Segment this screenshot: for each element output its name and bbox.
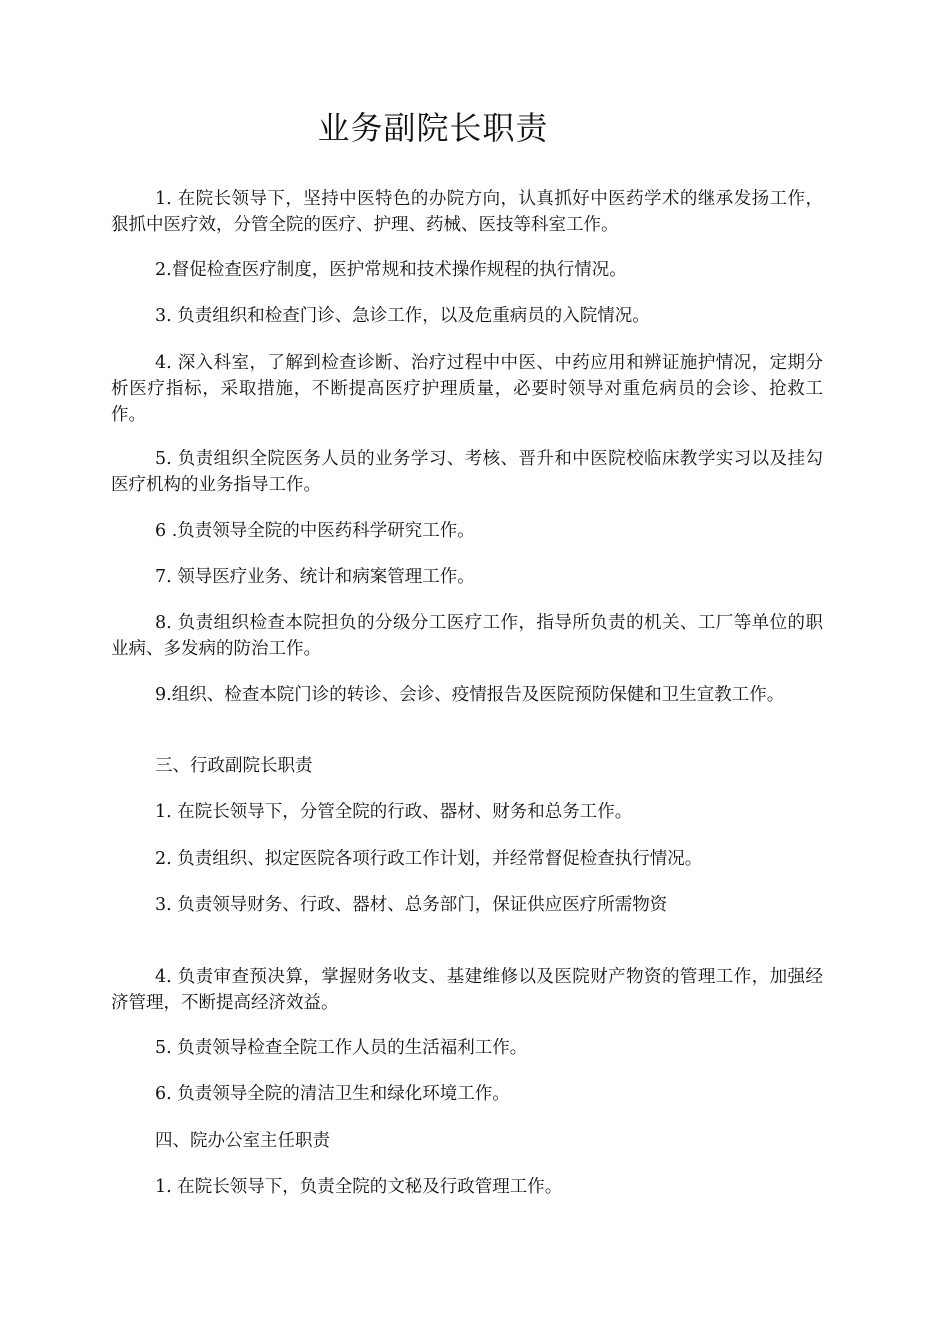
paragraph-3: 3. 负责组织和检查门诊、急诊工作，以及危重病员的入院情况。 <box>155 306 650 326</box>
paragraph-admin-2: 2. 负责组织、拟定医院各项行政工作计划，并经常督促检查执行情况。 <box>155 849 703 869</box>
section-heading-admin-vice-president: 三、行政副院长职责 <box>155 756 313 776</box>
page-title: 业务副院长职责 <box>317 109 549 147</box>
paragraph-2: 2.督促检查医疗制度，医护常规和技术操作规程的执行情况。 <box>155 260 627 280</box>
paragraph-5: 5. 负责组织全院医务人员的业务学习、考核、晋升和中医院校临床教学实习以及挂勾医疗机构的业务指导工作。 <box>111 449 823 495</box>
paragraph-admin-3: 3. 负责领导财务、行政、器材、总务部门，保证供应医疗所需物资 <box>155 895 668 915</box>
paragraph-admin-4: 4. 负责审查预决算，掌握财务收支、基建维修以及医院财产物资的管理工作，加强经济管理，不断提高经济效益。 <box>111 967 823 1013</box>
paragraph-7: 7. 领导医疗业务、统计和病案管理工作。 <box>155 567 475 587</box>
paragraph-admin-6: 6. 负责领导全院的清洁卫生和绿化环境工作。 <box>155 1084 510 1104</box>
paragraph-9: 9.组织、检查本院门诊的转诊、会诊、疫情报告及医院预防保健和卫生宣教工作。 <box>155 685 785 705</box>
paragraph-admin-5: 5. 负责领导检查全院工作人员的生活福利工作。 <box>155 1038 528 1058</box>
paragraph-office-1: 1. 在院长领导下，负责全院的文秘及行政管理工作。 <box>155 1177 563 1197</box>
paragraph-1: 1. 在院长领导下，坚持中医特色的办院方向，认真抓好中医药学术的继承发扬工作，狠抓中医疗效，分管全院的医疗、护理、药械、医技等科室工作。 <box>111 189 823 235</box>
paragraph-8: 8. 负责组织检查本院担负的分级分工医疗工作，指导所负责的机关、工厂等单位的职业病、多发病的防治工作。 <box>111 613 823 659</box>
paragraph-4: 4. 深入科室，了解到检查诊断、治疗过程中中医、中药应用和辨证施护情况，定期分析医疗指标，采取措施，不断提高医疗护理质量，必要时领导对重危病员的会诊、抢救工作。 <box>111 353 823 425</box>
paragraph-admin-1: 1. 在院长领导下，分管全院的行政、器材、财务和总务工作。 <box>155 802 633 822</box>
paragraph-6: 6 .负责领导全院的中医药科学研究工作。 <box>155 521 475 541</box>
section-heading-office-director: 四、院办公室主任职责 <box>155 1131 330 1151</box>
